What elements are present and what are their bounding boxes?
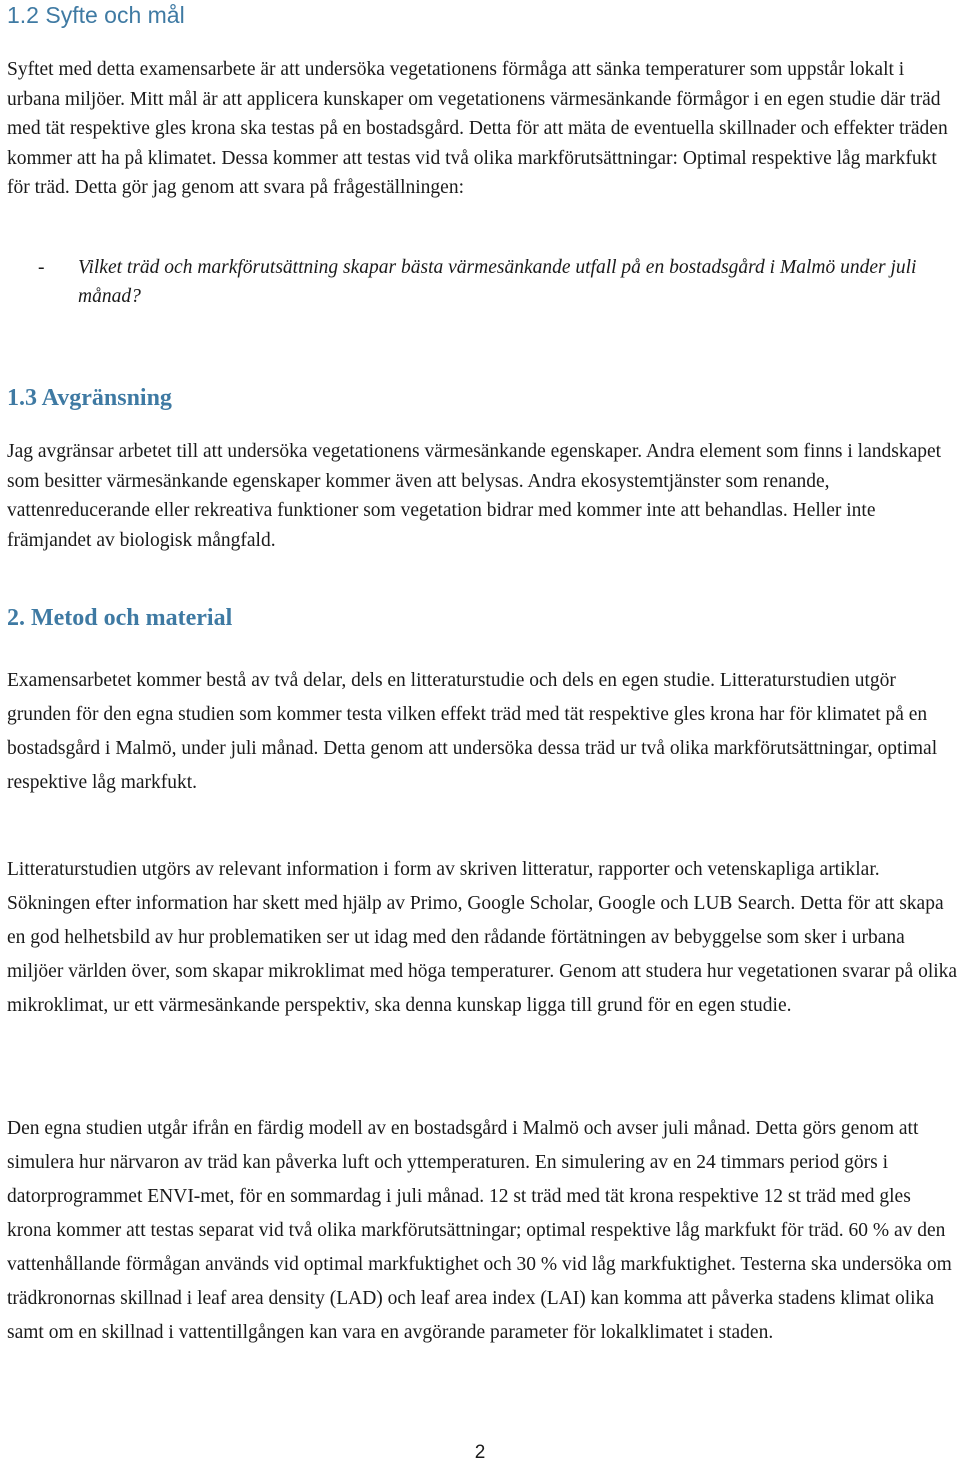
list-dash: - xyxy=(38,257,45,278)
paragraph-metod-3: Den egna studien utgår ifrån en färdig modell av en bostadsgård i Malmö och avser juli månad. Detta görs genom att simulera hur närvaron av träd kan påverka luft och yttemperaturen. En simulering av en 24 timmars period görs i datorprogrammet ENVI-met, för en sommardag i juli månad. 12 st träd med tät krona respektive 12 st träd med gles krona kommer att testas separat vid två olika markförutsättningar; optimal respektive låg markfukt för träd. 60 % av den vattenhållande förmågan används vid optimal markfuktighet och 30 % vid låg markfuktighet. Testerna ska undersöka om trädkronornas skillnad i leaf area density (LAD) och leaf area index (LAI) kan komma att påverka stadens klimat olika samt om en skillnad i vattentillgången kan vara en avgörande parameter för lokalklimatet i staden. xyxy=(7,1118,952,1343)
page-number: 2 xyxy=(474,1442,486,1463)
section-heading-avgransning: 1.3 Avgränsning xyxy=(7,385,172,411)
paragraph-syfte: Syftet med detta examensarbete är att undersöka vegetationens förmåga att sänka temperaturer som uppstår lokalt i urbana miljöer. Mitt mål är att applicera kunskaper om vegetationens värmesänkande förmågor i en egen studie där träd med tät respektive gles krona ska testas på en bostadsgård. Detta för att mäta de eventuella skillnader och effekter träden kommer att ha på klimatet. Dessa kommer att testas vid två olika markförutsättningar: Optimal respektive låg markfukt för träd. Detta gör jag genom att svara på frågeställningen: xyxy=(7,59,948,198)
paragraph-metod-2: Litteraturstudien utgörs av relevant information i form av skriven litteratur, rapporter och vetenskapliga artiklar. Sökningen efter information har skett med hjälp av Primo, Google Scholar, Google och LUB Search. Detta för att skapa en god helhetsbild av hur problematiken ser ut idag med den rådande förtätningen av bebyggelse som sker i urbana miljöer världen över, som skapar mikroklimat med höga temperaturer. Genom att studera hur vegetationen svarar på olika mikroklimat, ur ett värmesänkande perspektiv, ska denna kunskap ligga till grund för en egen studie. xyxy=(7,859,958,1016)
research-question xyxy=(38,253,918,311)
section-heading-syfte-och-mal: 1.2 Syfte och mål xyxy=(7,2,185,28)
paragraph-metod-1: Examensarbetet kommer bestå av två delar, dels en litteraturstudie och dels en egen studie. Litteraturstudien utgör grunden för den egna studien som kommer testa vilken effekt träd med tät respektive gles krona har för klimatet på en bostadsgård i Malmö, under juli månad. Detta genom att undersöka dessa träd ur två olika markförutsättningar, optimal respektive låg markfukt. xyxy=(7,670,938,793)
paragraph-avgransning: Jag avgränsar arbetet till att undersöka vegetationens värmesänkande egenskaper. Andra element som finns i landskapet som besitter värmesänkande egenskaper kommer även att belysas. Andra ekosystemtjänster som renande, vattenreducerande eller rekreativa funktioner som vegetation bidrar med kommer inte att behandlas. Heller inte främjandet av biologisk mångfald. xyxy=(7,441,942,551)
section-heading-metod-och-material: 2. Metod och material xyxy=(7,605,233,631)
research-question-text: Vilket träd och markförutsättning skapar bästa värmesänkande utfall på en bostadsgård i Malmö under juli månad? xyxy=(78,257,917,307)
